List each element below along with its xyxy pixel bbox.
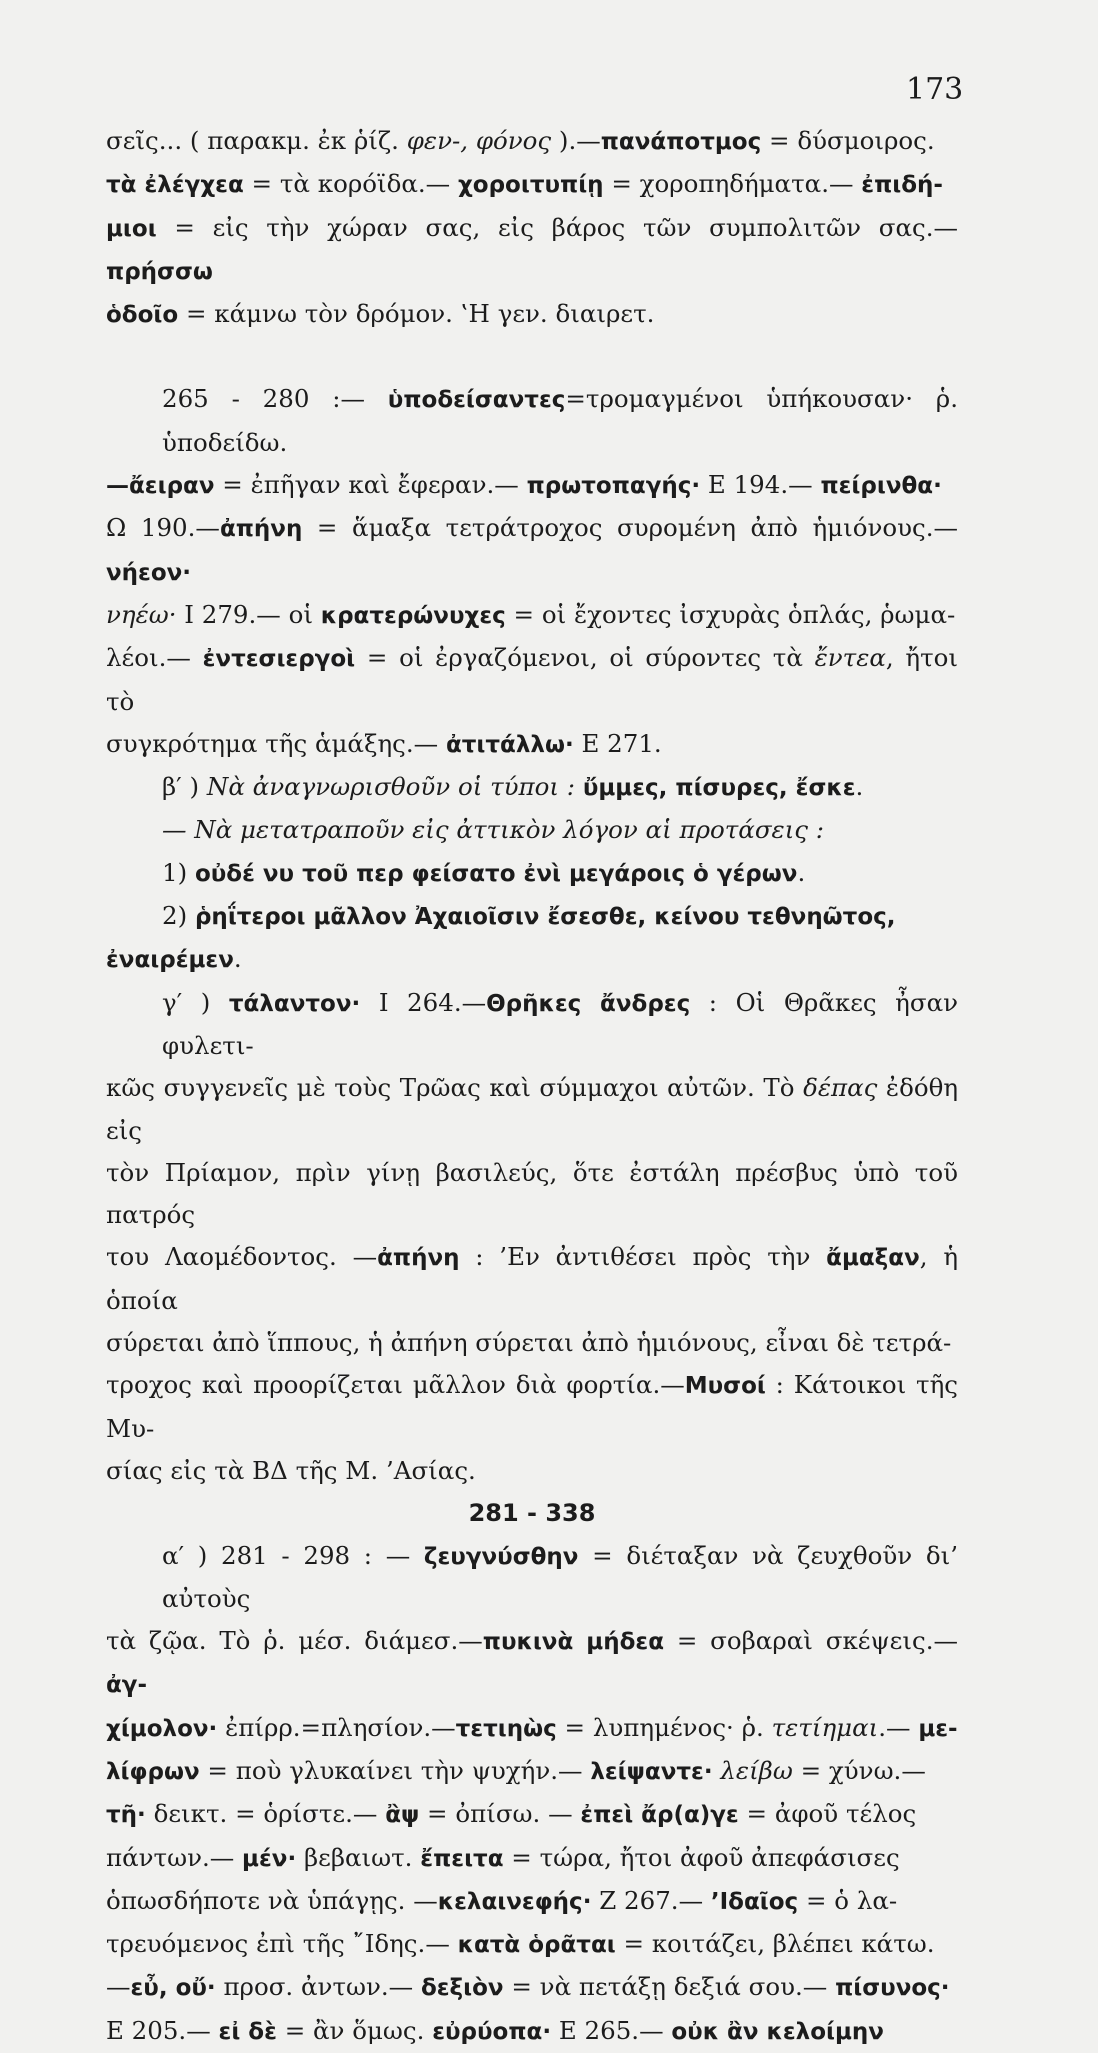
text-line: τὰ ἐλέγχεα = τὰ κορόϊδα.— χοροιτυπίῃ = χοροπηδήματα.— ἐπιδή- <box>106 169 943 199</box>
text-line: 2) ῥηΐτεροι μᾶλλον Ἀχαιοῖσιν ἔσεσθε, κείνου τεθνηῶτος, <box>162 901 896 931</box>
text-line: γ′ ) τάλαντον· Ι 264.—Θρῆκες ἄνδρες : Οἱ Θρᾶκες ἦσαν φυλετι- <box>162 987 959 1060</box>
text-line: ὁδοῖο = κάμνω τὸν δρόμον. ‛Η γεν. διαιρετ. <box>106 299 655 329</box>
text-line: β′ ) Νὰ ἀναγνωρισθοῦν οἱ τύποι : ὔμμες, πίσυρες, ἔσκε. <box>162 772 864 802</box>
text-line: χίμολον· ἐπίρρ.=πλησίον.—τετιηὼς = λυπημένος· ῥ. τετίημαι.— με- <box>106 1712 958 1742</box>
text-line: 265 - 280 :— ὑποδείσαντες=τρομαγμένοι ὑπήκουσαν· ῥ. ὑποδείδω. <box>162 384 958 457</box>
text-line: τρευόμενος ἐπὶ τῆς ῎Ιδης.— κατὰ ὁρᾶται = κοιτάζει, βλέπει κάτω. <box>106 1929 935 1959</box>
text-line: τὰ ζῷα. Τὸ ῥ. μέσ. διάμεσ.—πυκινὰ μήδεα = σοβαραὶ σκέψεις.— ἀγ- <box>106 1626 958 1699</box>
text-line: λίφρων = ποὺ γλυκαίνει τὴν ψυχήν.— λείψαντε· λείβω = χύνω.— <box>106 1755 926 1785</box>
text-line: —ἄειραν = ἐπῆγαν καὶ ἔφεραν.— πρωτοπαγής· Ε 194.— πείρινθα· <box>106 470 942 500</box>
text-line: πάντων.— μέν· βεβαιωτ. ἔπειτα = τώρα, ἤτοι ἀφοῦ ἀπεφάσισες <box>106 1842 900 1872</box>
text-line: του Λαομέδοντος. —ἀπήνη : ’Εν ἀντιθέσει πρὸς τὴν ἄμαξαν, ἡ ὁποία <box>106 1242 958 1315</box>
text-line: τὸν Πρίαμον, πρὶν γίνῃ βασιλεύς, ὅτε ἐστάλη πρέσβυς ὑπὸ τοῦ πατρός <box>106 1157 958 1230</box>
text-line: ἐναιρέμεν. <box>106 944 242 974</box>
section-heading: 281 - 338 <box>468 1499 596 1528</box>
text-line: λέοι.— ἐντεσιεργοὶ = οἱ ἐργαζόμενοι, οἱ σύροντες τὰ ἔντεα, ἤτοι τὸ <box>106 643 958 716</box>
text-line: α′ ) 281 - 298 : — ζευγνύσθην = διέταξαν νὰ ζευχθοῦν δι’ αὐτοὺς <box>162 1540 958 1613</box>
text-line: νηέω· Ι 279.— οἱ κρατερώνυχες = οἱ ἔχοντες ἰσχυρὰς ὁπλάς, ῥωμα- <box>106 599 956 629</box>
page-number: 173 <box>906 72 964 107</box>
text-line: σίας εἰς τὰ ΒΔ τῆς Μ. ’Ασίας. <box>106 1455 476 1485</box>
text-line: ὁπωσδήποτε νὰ ὑπάγῃς. —κελαινεφής· Ζ 267.— ’Ιδαῖος = ὁ λα- <box>106 1885 898 1915</box>
text-line: Ε 205.— εἰ δὲ = ἂν ὅμως. εὐρύοπα· Ε 265.— οὐκ ἂν κελοίμην <box>106 2015 884 2045</box>
text-line: τροχος καὶ προορίζεται μᾶλλον διὰ φορτία.—Μυσοί : Κάτοικοι τῆς Μυ- <box>106 1370 958 1443</box>
page-text <box>106 120 958 2053</box>
text-line: μιοι = εἰς τὴν χώραν σας, εἰς βάρος τῶν συμπολιτῶν σας.— πρήσσω <box>106 212 958 285</box>
text-line: σεῖς... ( παρακμ. ἐκ ῥίζ. φεν-, φόνος ).—πανάποτμος = δύσμοιρος. <box>106 126 935 155</box>
text-line: Ω 190.—ἀπήνη = ἅμαξα τετράτροχος συρομένη ἀπὸ ἡμιόνους.—νήεον· <box>106 513 958 586</box>
text-line: —εὖ, οὔ· προσ. ἀντων.— δεξιὸν = νὰ πετάξῃ δεξιά σου.— πίσυνος· <box>106 1972 950 2002</box>
text-line: τῆ· δεικτ. = ὁρίστε.— ἂψ = ὀπίσω. — ἐπεὶ ἄρ(α)γε = ἀφοῦ τέλος <box>106 1799 917 1829</box>
text-line: — Νὰ μετατραποῦν εἰς ἀττικὸν λόγον αἱ προτάσεις : <box>162 815 825 845</box>
text-line: κῶς συγγενεῖς μὲ τοὺς Τρῶας καὶ σύμμαχοι αὐτῶν. Τὸ δέπας ἐδόθη εἰς <box>106 1073 958 1145</box>
text-line: συγκρότημα τῆς ἁμάξης.— ἀτιτάλλω· Ε 271. <box>106 728 662 758</box>
text-line: 1) οὐδέ νυ τοῦ περ φείσατο ἐνὶ μεγάροις ὁ γέρων. <box>162 857 806 887</box>
text-line: σύρεται ἀπὸ ἵππους, ἡ ἀπήνη σύρεται ἀπὸ ἡμιόνους, εἶναι δὲ τετρά- <box>106 1328 952 1358</box>
